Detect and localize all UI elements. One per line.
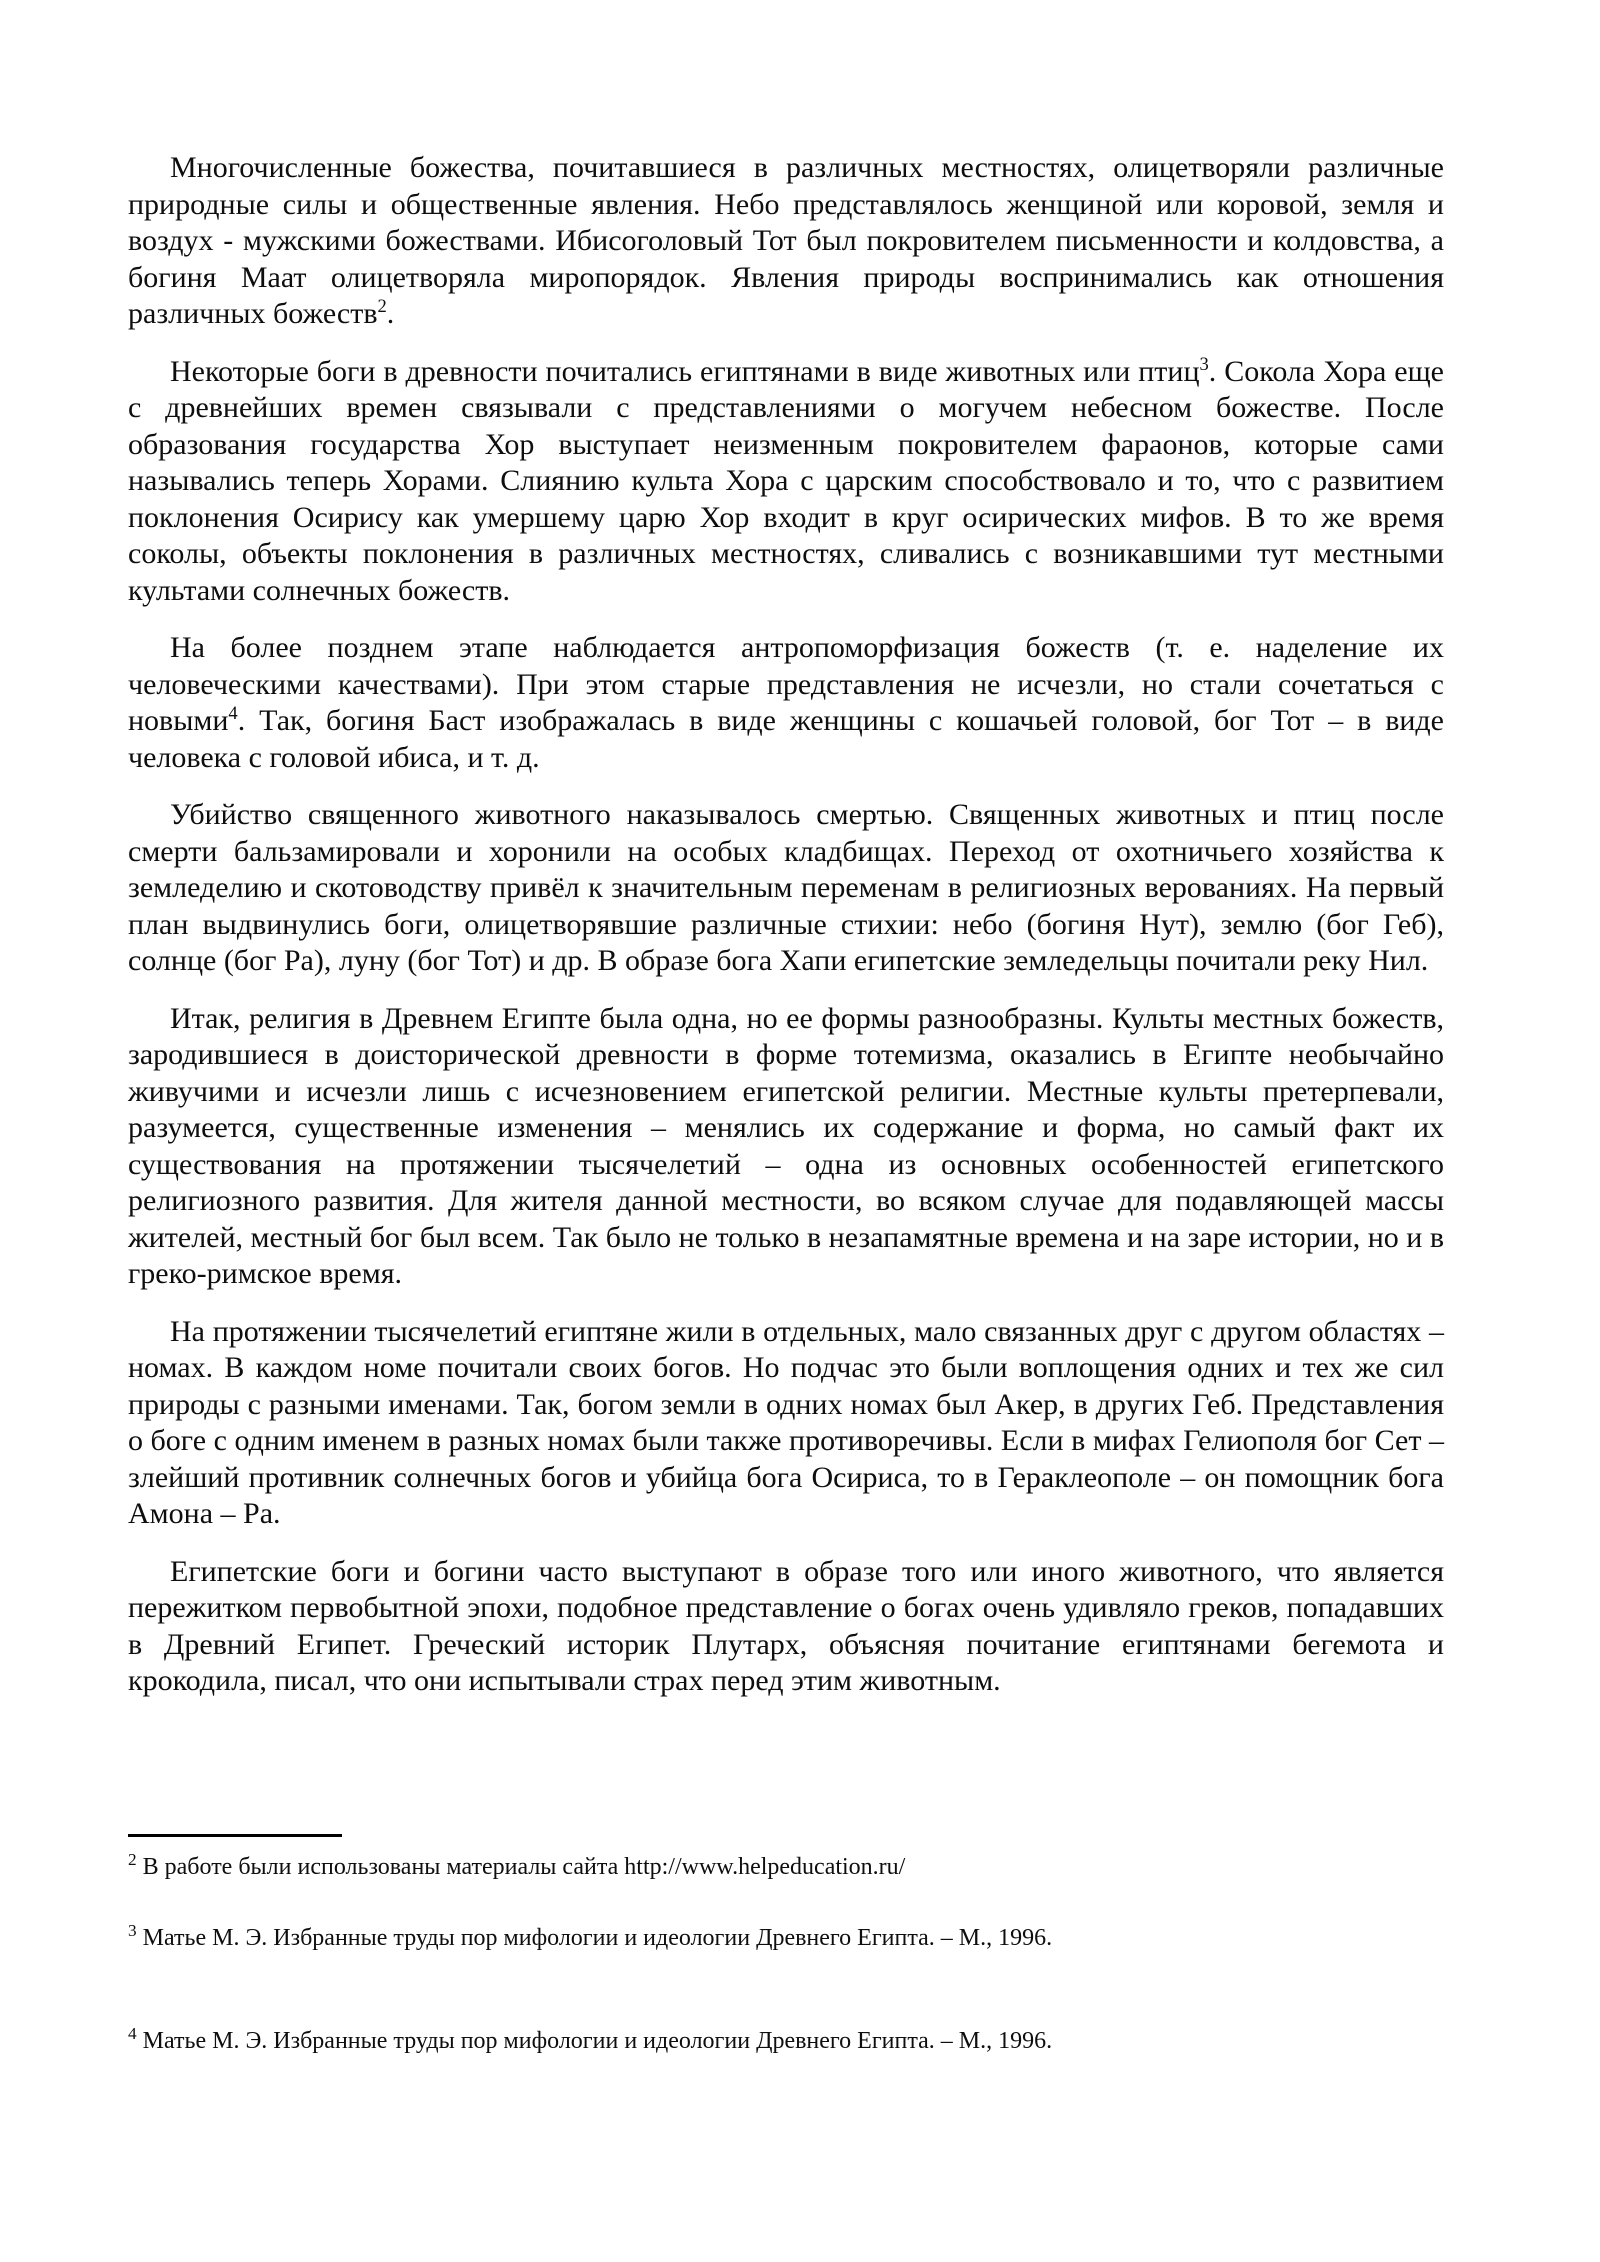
footnote-3 [128,1921,1444,1953]
footnote-4-marker: 4 [128,2024,137,2043]
footnote-3-marker: 3 [128,1921,137,1940]
paragraph-1: Многочисленные божества, почитавшиеся в различных местностях, олицетворяли различные природные силы и общественные явления. Небо представлялось женщиной или коровой, земля и воздух - мужскими божествами. Ибисоголовый Тот был покровителем письменности и колдовства, а богиня Маат олицетворяла миропорядок. Явления природы воспринимались как отношения различных божеств$^2$. [128,151,1444,330]
footnote-3-text: Матье М. Э. Избранные труды пор мифологии и идеологии Древнего Египта. – М., 1996. [142,1925,1053,1951]
paragraph-3: На более позднем этапе наблюдается антропоморфизация божеств (т. е. наделение их человеческими качествами). При этом старые представления не исчезли, но стали сочетаться с новыми$^4$. Так, богиня Баст изображалась в виде женщины с кошачьей головой, бог Тот – в виде человека с головой ибиса, и т. д. [128,631,1444,774]
footnote-4 [128,2024,1444,2056]
footnote-2-marker: 2 [128,1850,137,1869]
footnote-4-text: Матье М. Э. Избранные труды пор мифологии и идеологии Древнего Египта. – М., 1996. [142,2028,1053,2054]
footnotes-section [128,1834,1444,2056]
paragraph-6: На протяжении тысячелетий египтяне жили в отдельных, мало связанных друг с другом областях – номах. В каждом номе почитали своих богов. Но подчас это были воплощения одних и тех же сил природы с разными именами. Так, богом земли в одних номах был Акер, в других Геб. Представления о боге с одним именем в разных номах были также противоречивы. Если в мифах Гелиополя бог Сет – злейший противник солнечных богов и убийца бога Осириса, то в Гераклеополе – он помощник бога Амона – Ра. [128,1314,1444,1530]
footnote-2-text: В работе были использованы материалы сайта http://www.helpeducation.ru/ [142,1854,906,1880]
paragraph-5: Итак, религия в Древнем Египте была одна, но ее формы разнообразны. Культы местных божеств, зародившиеся в доисторической древности в форме тотемизма, оказались в Египте необычайно живучими и исчезли лишь с исчезновением египетской религии. Местные культы претерпевали, разумеется, существенные изменения – менялись их содержание и форма, но самый факт их существования на протяжении тысячелетий – одна из основных особенностей египетского религиозного развития. Для жителя данной местности, во всяком случае для подавляющей массы жителей, местный бог был всем. Так было не только в незапамятные времена и на заре истории, но и в греко-римское время. [128,1001,1444,1290]
document-body [128,150,1444,1721]
footnote-separator [128,1834,342,1837]
paragraph-4: Убийство священного животного наказывалось смертью. Священных животных и птиц после смерти бальзамировали и хоронили на особых кладбищах. Переход от охотничьего хозяйства к земледелию и скотоводству привёл к значительным переменам в религиозных верованиях. На первый план выдвинулись боги, олицетворявшие различные стихии: небо (богиня Нут), землю (бог Геб), солнце (бог Ра), луну (бог Тот) и др. В образе бога Хапи египетские земледельцы почитали реку Нил. [128,798,1444,977]
paragraph-7: Египетские боги и богини часто выступают в образе того или иного животного, что является пережитком первобытной эпохи, подобное представление о богах очень удивляло греков, попадавших в Древний Египет. Греческий историк Плутарх, объясняя почитание египтянами бегемота и крокодила, писал, что они испытывали страх перед этим животным. [128,1554,1444,1697]
footnote-2 [128,1850,1444,1882]
paragraph-2: Некоторые боги в древности почитались египтянами в виде животных или птиц$^3$. Сокола Хора еще с древнейших времен связывали с представлениями о могучем небесном божестве. После образования государства Хор выступает неизменным покровителем фараонов, которые сами назывались теперь Хорами. Слиянию культа Хора с царским способствовало и то, что с развитием поклонения Осирису как умершему царю Хор входит в круг осирических мифов. В то же время соколы, объекты поклонения в различных местностях, сливались с возникавшими тут местными культами солнечных божеств. [128,353,1444,607]
